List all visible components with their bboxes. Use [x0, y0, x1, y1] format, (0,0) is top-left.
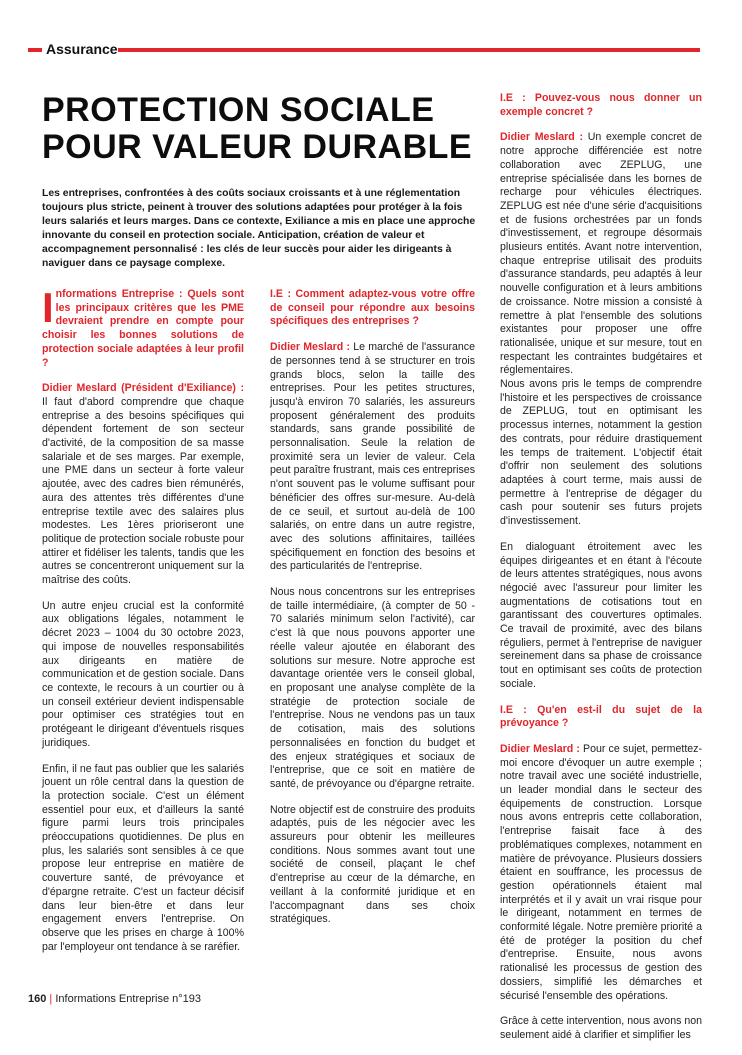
- answer-3-text: Un exemple concret de notre approche différenciée est notre collaboration avec ZEPLUG, une entreprise spécialisée dans les bornes de recharge pour véhicules électriques. ZEPLUG est née d'une série d'acquisitions et de fusions orchestrées par un fonds d'investissement, et regroupe désormais plusieurs entités. Avant notre intervention, chaque entreprise utilisait des produits d'assurance standards, peu adaptés à leur nouvelle configuration et à leurs ambitions de croissance. Notre mission a consisté à remettre à plat l'ensemble des solutions existantes pour proposer une offre rationalisée, unique et sur mesure, tout en respectant les contraintes budgétaires et réglementaires.: [500, 131, 702, 377]
- page-footer: [28, 993, 201, 1005]
- answer-1-paragraph-3: Enfin, il ne faut pas oublier que les salariés jouent un rôle central dans la question de la protection sociale. C'est un élément essentiel pour eux, et d'ailleurs la santé figure parmi leurs trois principales préoccupations quotidiennes. De plus en plus, les salariés sont sensibles à ce que propose leur entreprise en matière de couverture santé, de prévoyance et d'épargne retraite. C'est un facteur décisif dans leur bien-être et dans leur engagement envers l'entreprise. On observe que les prises en charge à 100% par l'employeur ont tendance à se raréfier.: [42, 762, 244, 953]
- question-3: I.E : Pouvez-vous nous donner un exemple concret ?: [500, 92, 702, 118]
- column-1: [42, 284, 245, 966]
- section-label: Assurance: [46, 41, 118, 57]
- column-2: [270, 288, 475, 939]
- answer-4-paragraph-2: Grâce à cette intervention, nous avons non seulement aidé à clarifier et simplifier les: [500, 1015, 702, 1041]
- answer-2-speaker: Didier Meslard :: [270, 341, 351, 354]
- answer-2-paragraph-2: Nous nous concentrons sur les entreprises de taille intermédiaire, (à compter de 50 - 70 salariés minimum selon l'activité), car c'est là que nous pouvons apporter une réelle valeur ajoutée en élaborant des solutions sur mesure. Notre approche est davantage orientée vers le conseil global, en proposant une analyse complète de la stratégie de protection sociale de l'entreprise. Nous ne vendons pas un taux de cotisation, mais des solutions personnalisées en fonction du budget et des enjeux stratégiques et sociaux de l'entreprise, que ce soit en matière de santé, de prévoyance ou d'épargne retraite.: [270, 586, 475, 790]
- header-rule-left: [28, 48, 42, 52]
- question-4: I.E : Qu'en est-il du sujet de la prévoyance ?: [500, 703, 702, 730]
- question-2: I.E : Comment adaptez-vous votre offre de conseil pour répondre aux besoins spécifiques des entreprises ?: [270, 288, 475, 328]
- answer-3-speaker: Didier Meslard :: [500, 131, 584, 144]
- answer-2-text: Le marché de l'assurance de personnes tend à se structurer en trois grands blocs, selon la taille des entreprises. Pour les petites structures, jusqu'à environ 70 salariés, les assureurs proposent généralement des produits standards, sans grande possibilité de personnalisation. Seule la relation de proximité sera un levier de valeur. Cela peut paraître frustrant, mais ces entreprises n'ont souvent pas le volume suffisant pour bénéficier des offres sur-mesure. Au-delà de ce seuil, et surtout au-delà de 100 salariés, on entre dans un autre registre, avec des solutions affinitaires, taillées spécifiquement en fonction des besoins et des particularités de l'entreprise.: [270, 341, 475, 573]
- answer-2-paragraph-1: [270, 341, 475, 574]
- answer-4-paragraph-1: [500, 743, 702, 1003]
- answer-1-text: Il faut d'abord comprendre que chaque entreprise a des besoins spécifiques qui dépendent fortement de son secteur d'activité, de la composition de sa masse salariale et de ses marges. Par exemple, une PME dans un secteur à forte valeur ajoutée, avec des cadres bien rémunérés, aura des attentes très différentes d'une entreprise textile avec des salaires plus modestes. Les 1ères prioriseront une politique de protection sociale robuste pour attirer et fidéliser les talents, tandis que les autres se concentreront uniquement sur la maîtrise des coûts.: [42, 395, 245, 587]
- column-3: [500, 92, 702, 1055]
- footer-separator: |: [49, 993, 53, 1005]
- header-rule-right: [118, 48, 700, 52]
- answer-4-text: Pour ce sujet, permettez-moi encore d'évoquer un autre exemple ; notre travail avec une société industrielle, un leader mondial dans le secteur des équipements de construction. Lorsque nous avons entrepris cette collaboration, l'entreprise faisait face à des problématiques complexes, notamment en matière de prévoyance. Plusieurs dossiers étaient en souffrance, les processus de gestion opérationnels étaient mal interprétés et il y avait un vrai risque pour le dirigeant, notamment en termes de conformité légale. Notre première priorité a été de protéger la position du chef d'entreprise. Ensuite, nous avons rationalisé les processus de gestion des dossiers, simplifié les démarches et sécurisé l'ensemble des opérations.: [500, 742, 702, 1002]
- question-1-text: nformations Entreprise : Quels sont les principaux critères que les PME devraient prendre en compte pour choisir les bonnes solutions de protection sociale adaptées à leur profil ?: [42, 288, 244, 369]
- answer-2-paragraph-3: Notre objectif est de construire des produits adaptés, puis de les négocier avec les assureurs pour obtenir les meilleures conditions. Nous sommes avant tout une société de conseil, plaçant le chef d'entreprise au cœur de la démarche, en veillant à la conformité juridique et en l'accompagnant dans ses choix stratégiques.: [270, 803, 475, 926]
- answer-1-paragraph-1: [42, 382, 244, 588]
- article-title: PROTECTION SOCIALE POUR VALEUR DURABLE: [42, 91, 473, 166]
- drop-cap: I: [42, 284, 54, 331]
- magazine-name: Informations Entreprise n°193: [55, 993, 201, 1005]
- answer-1-paragraph-2: Un autre enjeu crucial est la conformité aux obligations légales, notamment le décret 2023 – 1004 du 30 octobre 2023, qui impose de nouvelles responsabilités aux dirigeants en matière de communication et de gestion sociale. Dans ce contexte, le recours à un courtier ou à un conseil extérieur devient indispensable pour optimiser ces stratégies tout en protégeant le dirigeant d'éventuels risques juridiques.: [42, 599, 244, 749]
- answer-4-speaker: Didier Meslard :: [500, 742, 580, 755]
- page-number: 160: [28, 993, 47, 1005]
- answer-1-speaker: Didier Meslard (Président d'Exiliance) :: [42, 382, 244, 395]
- answer-3-paragraph-1: [500, 131, 702, 378]
- article-lead: Les entreprises, confrontées à des coûts sociaux croissants et à une réglementation toujours plus stricte, peinent à trouver des solutions adaptées pour protéger à la fois leurs salariés et leurs marges. Dans ce contexte, Exiliance a mis en place une approche innovante du conseil en protection sociale. Anticipation, création de valeur et accompagnement personnalisé : les clés de leur succès pour aider les dirigeants à naviguer dans ce paysage complexe.: [42, 188, 476, 269]
- answer-3-paragraph-2: Nous avons pris le temps de comprendre l'histoire et les perspectives de croissance de ZEPLUG, tout en optimisant les processus internes, notamment la gestion des contrats, pour réduire drastiquement les temps de traitement. L'objectif était d'offrir non seulement des solutions adaptées à court terme, mais aussi de permettre à l'entreprise de dégager du cash pour soutenir ses futurs projets d'investissement.: [500, 378, 702, 528]
- answer-3-paragraph-3: En dialoguant étroitement avec les équipes dirigeantes et en étant à l'écoute de leurs attentes stratégiques, nous avons négocié avec l'assureur pour limiter les augmentations de cotisations tout en garantissant des couvertures optimales. Ce travail de proximité, avec des bilans réguliers, permet à l'entreprise de naviguer sereinement dans sa phase de croissance tout en optimisant ses coûts de protection sociale.: [500, 540, 702, 690]
- question-1: [42, 284, 244, 370]
